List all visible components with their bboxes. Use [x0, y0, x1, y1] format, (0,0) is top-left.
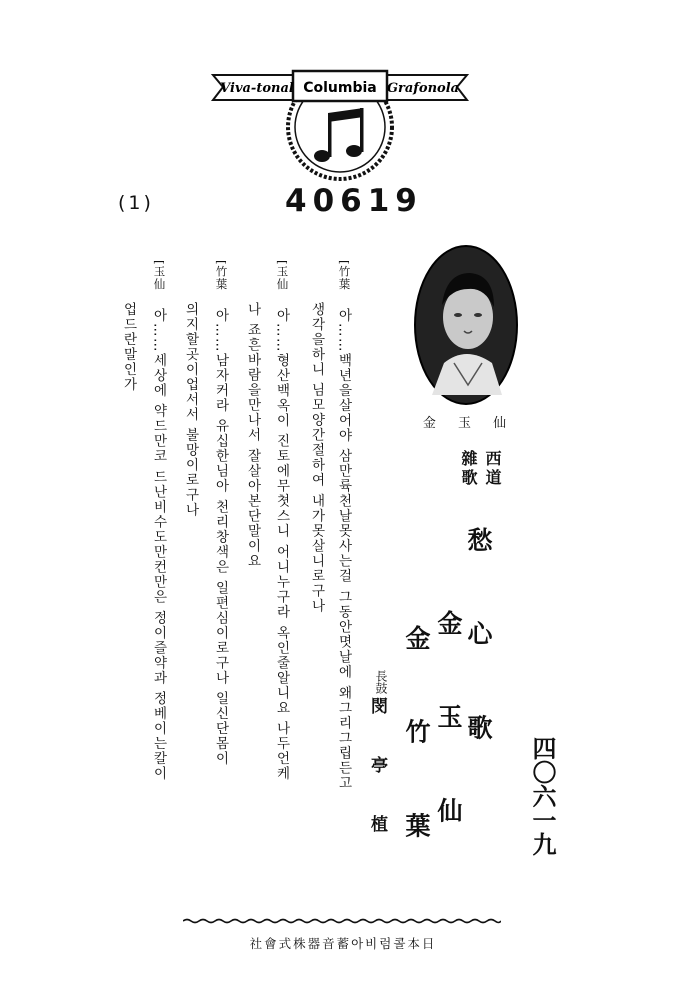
speaker-label: [ 竹葉	[338, 260, 350, 291]
lyric-line: 아……세상에 약드만코 드난비수도만컨만은 정이즐약과 정베이는칼이	[150, 308, 167, 782]
logo-center-text: Columbia	[303, 80, 377, 96]
catalog-number: 40619	[285, 183, 423, 219]
lyric-line: 아……백년을살어야 삼만륙천날못사는걸 그동안몃날에 왜그리그립든고	[335, 308, 352, 791]
genre-line-1: 西道	[483, 450, 502, 488]
lyric-line: 업드란말인가	[120, 302, 137, 392]
singer-portrait	[414, 245, 518, 405]
footer-divider	[183, 918, 501, 924]
speaker-label: [ 竹葉	[215, 260, 227, 291]
lyric-line: 아……형산백옥이 진토에무쳣스니 어니누구라 옥인줄알니요 나두언케	[273, 308, 290, 782]
side-number: (1)	[118, 192, 154, 214]
speaker-label: [ 玉仙	[153, 260, 165, 291]
genre-line-2: 雜歌	[459, 450, 478, 488]
catalog-number-cjk: 四〇六一九	[528, 736, 557, 856]
columbia-logo-graphic	[205, 55, 475, 185]
drummer-role: 長鼓	[374, 670, 388, 694]
lyric-line: 아……남자커라 유십한님아 천리창색은 일편심이로구나 일신단몸이	[212, 308, 229, 767]
lyric-line: 생각을하니 님모양간절하여 내가못살니로구나	[308, 302, 325, 614]
double-eighth-note-icon	[314, 108, 364, 162]
drummer-name: 閔 亭 植	[367, 697, 387, 850]
portrait-caption: 金 玉 仙	[422, 416, 516, 431]
song-title: 愁 心 歌	[464, 527, 493, 770]
singer-2: 金 竹 葉	[402, 625, 431, 868]
lyric-line: 의지할곳이업서서 불망이로구나	[182, 302, 199, 518]
singer-1: 金 玉 仙	[434, 610, 463, 853]
speaker-label: [ 玉仙	[276, 260, 288, 291]
publisher-footer: 日本콜럼비아蓄音器株式會社	[249, 936, 437, 951]
logo-right-ribbon: Grafonola	[386, 81, 460, 96]
lyric-line: 나 죠흔바람을만나서 잘살아본단말이요	[244, 302, 261, 569]
logo-left-ribbon: Viva-tonal	[220, 81, 294, 96]
columbia-logo	[205, 55, 475, 185]
